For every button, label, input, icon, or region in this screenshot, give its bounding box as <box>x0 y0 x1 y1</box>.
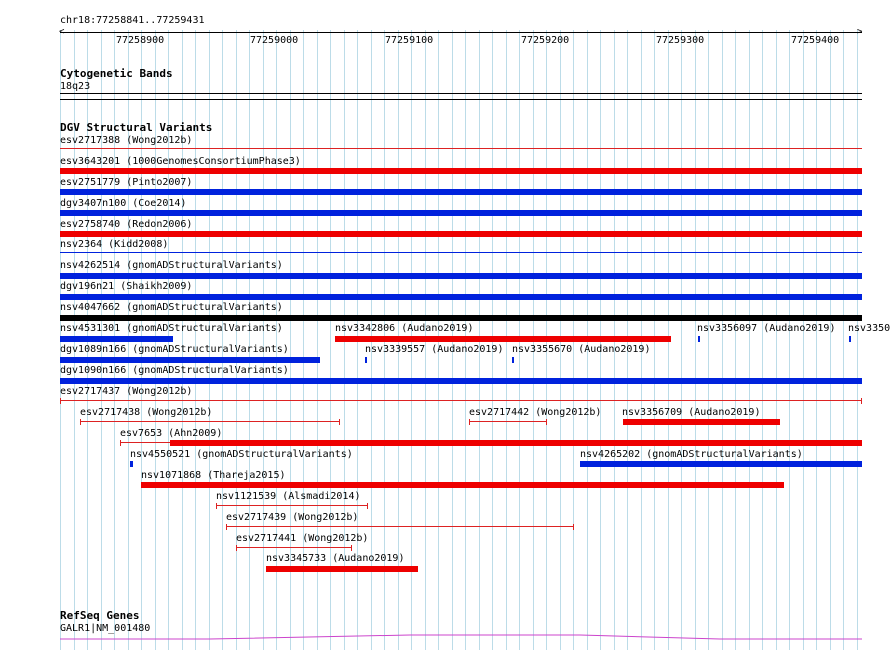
grid-line <box>722 30 723 650</box>
variant-label[interactable]: esv3643201 (1000GenomesConsortiumPhase3) <box>60 156 301 167</box>
ruler-tick-label: 77259400 <box>791 35 840 46</box>
variant-label[interactable]: nsv3339557 (Audano2019) <box>365 344 504 355</box>
cytoband-bottom-line <box>60 99 862 100</box>
variant-bar-gain[interactable] <box>60 189 862 195</box>
variant-bar-gain[interactable] <box>849 336 851 342</box>
variant-bar-gain[interactable] <box>130 461 133 467</box>
variant-bar-loss[interactable] <box>60 231 862 237</box>
ruler-tick-label: 77258900 <box>116 35 165 46</box>
variant-label[interactable]: esv2717442 (Wong2012b) <box>469 407 602 418</box>
variant-bar-loss[interactable] <box>170 440 862 446</box>
grid-line <box>222 30 223 650</box>
variant-label[interactable]: nsv2364 (Kidd2008) <box>60 239 169 250</box>
ruler-left-arrow: < <box>59 27 65 37</box>
variant-bar-complex[interactable] <box>60 315 862 321</box>
variant-label[interactable]: nsv3342806 (Audano2019) <box>335 323 474 334</box>
variant-bar-loss[interactable] <box>141 482 784 488</box>
grid-line <box>735 30 736 650</box>
variant-label[interactable]: dgv1089n166 (gnomADStructuralVariants) <box>60 344 289 355</box>
variant-bar-gain[interactable] <box>60 357 320 363</box>
variant-label[interactable]: nsv1121539 (Alsmadi2014) <box>216 491 361 502</box>
variant-bar-gain[interactable] <box>60 294 862 300</box>
grid-line <box>830 30 831 650</box>
variant-label[interactable]: dgv196n21 (Shaikh2009) <box>60 281 193 292</box>
variant-bar-gain[interactable] <box>60 273 862 279</box>
ruler-tick-label: 77259300 <box>656 35 705 46</box>
variant-bar-loss[interactable] <box>60 168 862 174</box>
grid-line <box>789 30 790 650</box>
variant-bar-gain[interactable] <box>698 336 700 342</box>
variant-label[interactable]: esv2717439 (Wong2012b) <box>226 512 359 523</box>
grid-line <box>695 30 696 650</box>
variant-label[interactable]: nsv4047662 (gnomADStructuralVariants) <box>60 302 283 313</box>
grid-line <box>776 30 777 650</box>
variant-label[interactable]: nsv4262514 (gnomADStructuralVariants) <box>60 260 283 271</box>
position-label: chr18:77258841..77259431 <box>60 15 205 26</box>
variant-label[interactable]: nsv3350 <box>848 323 890 334</box>
grid-line <box>857 30 858 650</box>
variant-label[interactable]: nsv1071868 (Thareja2015) <box>141 470 286 481</box>
variant-bar-gain[interactable] <box>60 210 862 216</box>
grid-line <box>236 30 237 650</box>
variant-label[interactable]: nsv3356709 (Audano2019) <box>622 407 761 418</box>
variant-bar-loss[interactable] <box>335 336 671 342</box>
grid-line <box>762 30 763 650</box>
variant-label[interactable]: nsv4265202 (gnomADStructuralVariants) <box>580 449 803 460</box>
variant-label[interactable]: dgv1090n166 (gnomADStructuralVariants) <box>60 365 289 376</box>
grid-line <box>816 30 817 650</box>
variant-label[interactable]: nsv3345733 (Audano2019) <box>266 553 405 564</box>
ruler-tick-label: 77259100 <box>385 35 434 46</box>
variant-label[interactable]: nsv3356097 (Audano2019) <box>697 323 836 334</box>
gene-model[interactable] <box>60 630 862 642</box>
cytoband-track-title: Cytogenetic Bands <box>60 67 173 80</box>
variant-bar-gain[interactable] <box>512 357 514 363</box>
gene-label[interactable]: GALR1|NM_001480 <box>60 623 151 634</box>
grid-line <box>749 30 750 650</box>
grid-line <box>803 30 804 650</box>
variant-bar-gain[interactable] <box>60 336 173 342</box>
dgv-track-title: DGV Structural Variants <box>60 121 213 134</box>
grid-line <box>681 30 682 650</box>
variant-bar-loss[interactable] <box>266 566 418 572</box>
cytoband-top-line <box>60 93 862 94</box>
variant-label[interactable]: nsv4550521 (gnomADStructuralVariants) <box>130 449 353 460</box>
variant-bar-gain[interactable] <box>365 357 367 363</box>
grid-line <box>249 30 250 650</box>
ruler-right-arrow: > <box>857 27 863 37</box>
variant-label[interactable]: esv2717438 (Wong2012b) <box>80 407 213 418</box>
cytoband-label: 18q23 <box>60 81 91 92</box>
variant-label[interactable]: esv2717441 (Wong2012b) <box>236 533 369 544</box>
ruler-axis <box>60 32 862 33</box>
variant-label[interactable]: esv2758740 (Redon2006) <box>60 219 193 230</box>
variant-label[interactable]: esv7653 (Ahn2009) <box>120 428 223 439</box>
variant-label[interactable]: dgv3407n100 (Coe2014) <box>60 198 187 209</box>
grid-line <box>263 30 264 650</box>
variant-bar-gain[interactable] <box>580 461 862 467</box>
variant-label[interactable]: esv2751779 (Pinto2007) <box>60 177 193 188</box>
variant-label[interactable]: esv2717437 (Wong2012b) <box>60 386 193 397</box>
variant-label[interactable]: nsv4531301 (gnomADStructuralVariants) <box>60 323 283 334</box>
variant-bar-gain[interactable] <box>60 378 862 384</box>
ruler-tick-label: 77259200 <box>521 35 570 46</box>
refseq-track-title: RefSeq Genes <box>60 609 140 622</box>
grid-line <box>708 30 709 650</box>
ruler-tick-label: 77259000 <box>250 35 299 46</box>
variant-bar-loss[interactable] <box>623 419 780 425</box>
variant-label[interactable]: nsv3355670 (Audano2019) <box>512 344 651 355</box>
grid-line <box>843 30 844 650</box>
variant-label[interactable]: esv2717388 (Wong2012b) <box>60 135 193 146</box>
